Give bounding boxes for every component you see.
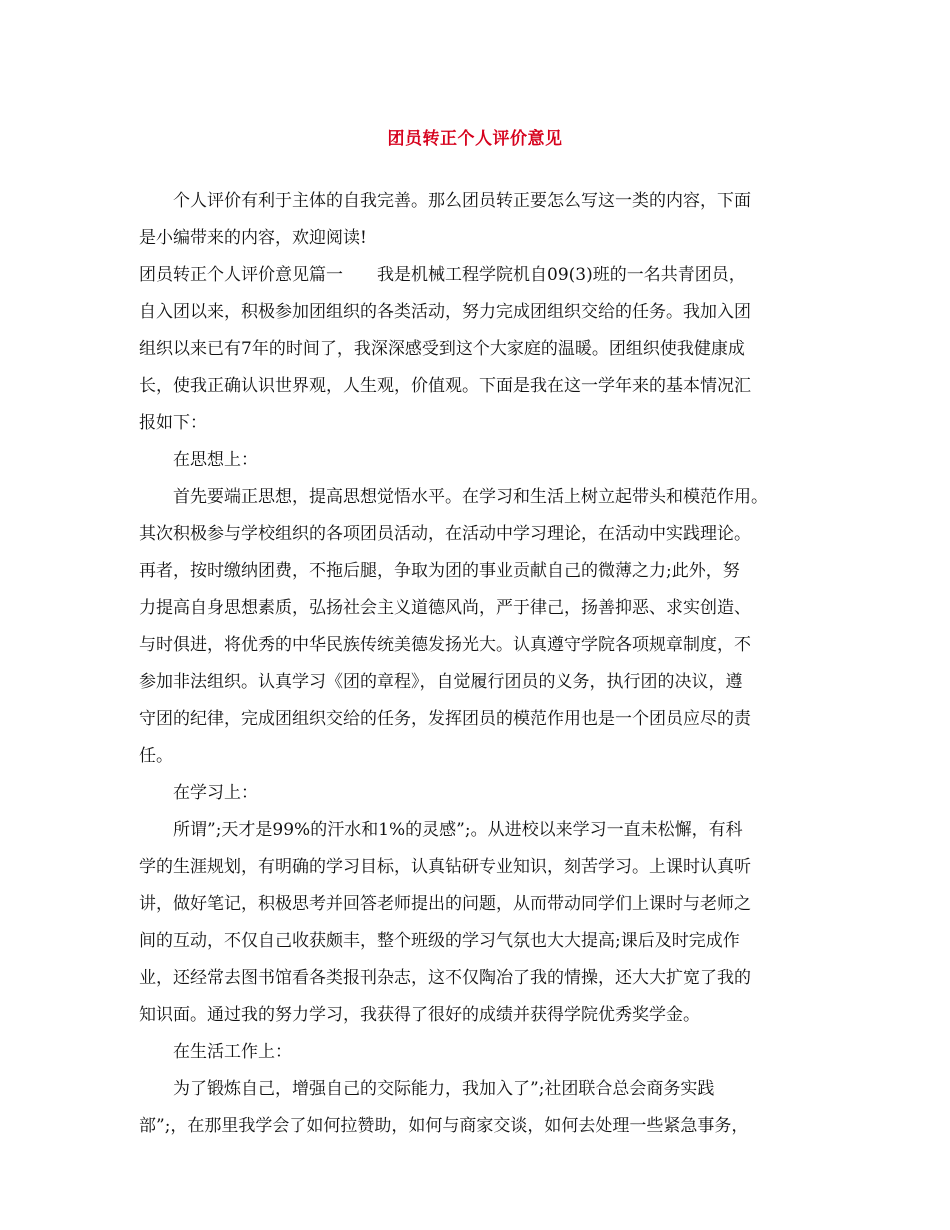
text-line: 报如下： [139, 413, 207, 433]
text-line: 学的生涯规划，有明确的学习目标，认真钻研专业知识，刻苦学习。上课时认真听 [139, 857, 751, 877]
text-line: 组织以来已有7年的时间了，我深深感受到这个大家庭的温暖。团组织使我健康成 [139, 339, 745, 359]
text-line: 再者，按时缴纳团费，不拖后腿，争取为团的事业贡献自己的微薄之力;此外，努 [139, 561, 740, 581]
text-line: 力提高自身思想素质，弘扬社会主义道德风尚，严于律己，扬善抑恶、求实创造、 [139, 598, 751, 618]
text-line: 部”;，在那里我学会了如何拉赞助，如何与商家交谈，如何去处理一些紧急事务， [139, 1116, 749, 1136]
text-line: 其次积极参与学校组织的各项团员活动，在活动中学习理论，在活动中实践理论。 [139, 524, 751, 544]
text-line: 守团的纪律，完成团组织交给的任务，发挥团员的模范作用也是一个团员应尽的责 [139, 709, 751, 729]
text-line: 为了锻炼自己，增强自己的交际能力，我加入了”;社团联合总会商务实践 [173, 1079, 715, 1099]
text-line: 与时俱进，将优秀的中华民族传统美德发扬光大。认真遵守学院各项规章制度，不 [139, 635, 751, 655]
document-body [139, 183, 827, 1145]
text-line: 讲，做好笔记，积极思考并回答老师提出的问题，从而带动同学们上课时与老师之 [139, 894, 751, 914]
text-line: 参加非法组织。认真学习《团的章程》，自觉履行团员的义务，执行团的决议，遵 [139, 672, 743, 692]
section-heading: 在思想上： [173, 450, 258, 470]
text-line: 间的互动，不仅自己收获颇丰，整个班级的学习气氛也大大提高;课后及时完成作 [139, 931, 740, 951]
document-title: 团员转正个人评价意见 [387, 129, 563, 149]
text-line: 知识面。通过我的努力学习，我获得了很好的成绩并获得学院优秀奖学金。 [139, 1005, 700, 1025]
text-line: 任。 [139, 746, 173, 766]
text-line: 团员转正个人评价意见篇一 我是机械工程学院机自09(3)班的一名共青团员， [139, 265, 746, 285]
text-line: 是小编带来的内容，欢迎阅读! [139, 228, 367, 248]
text-line: 个人评价有利于主体的自我完善。那么团员转正要怎么写这一类的内容，下面 [173, 191, 751, 211]
text-line: 长，使我正确认识世界观，人生观，价值观。下面是我在这一学年来的基本情况汇 [139, 376, 751, 396]
section-heading: 在学习上： [173, 783, 258, 803]
text-line: 首先要端正思想，提高思想觉悟水平。在学习和生活上树立起带头和模范作用。 [173, 487, 768, 507]
text-line: 业，还经常去图书馆看各类报刊杂志，这不仅陶冶了我的情操，还大大扩宽了我的 [139, 968, 751, 988]
text-line: 自入团以来，积极参加团组织的各类活动，努力完成团组织交给的任务。我加入团 [139, 302, 751, 322]
section-heading: 在生活工作上： [173, 1042, 292, 1062]
text-line: 所谓”;天才是99%的汗水和1%的灵感”;。从进校以来学习一直未松懈，有科 [173, 820, 743, 840]
